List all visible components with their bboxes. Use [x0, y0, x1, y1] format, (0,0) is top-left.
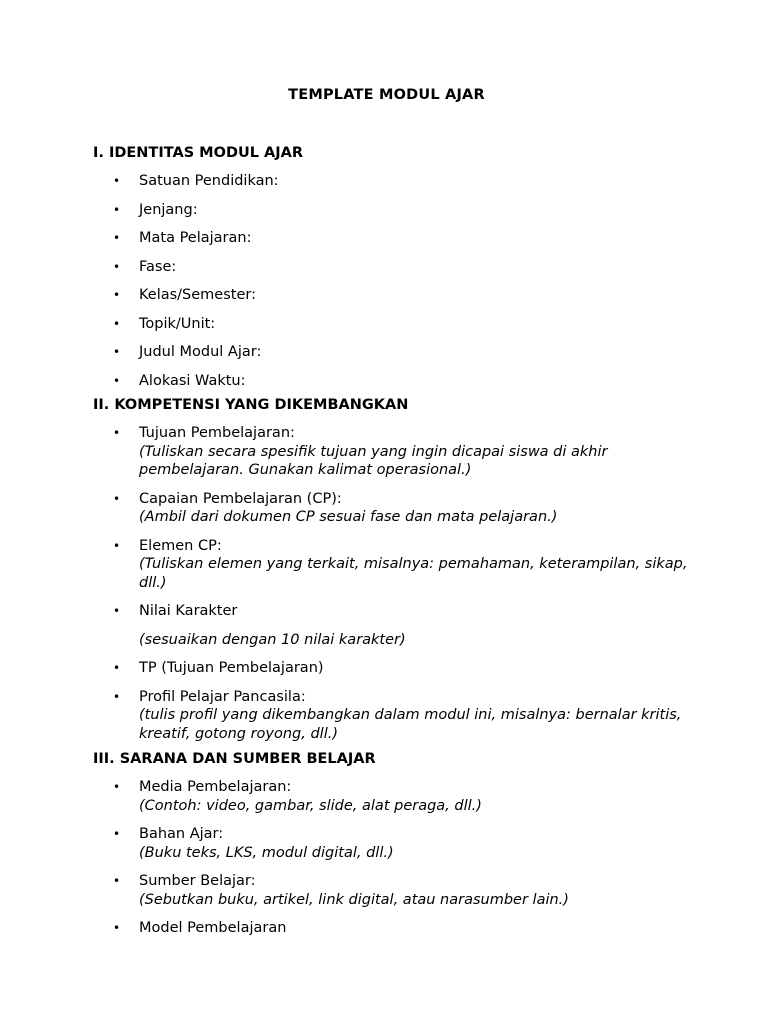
list-item [93, 778, 713, 815]
bullet-icon: • [113, 780, 121, 794]
list-item [93, 229, 713, 248]
list-item [93, 424, 713, 480]
item-note: (Buku teks, LKS, modul digital, dll.) [139, 844, 394, 861]
document-title: TEMPLATE MODUL AJAR [288, 87, 485, 103]
item-label: Model Pembelajaran [139, 920, 287, 936]
list-item [93, 872, 713, 909]
list-item [93, 688, 713, 744]
list-item [93, 172, 713, 191]
list-item [93, 315, 713, 334]
item-note: (sesuaikan dengan 10 nilai karakter) [139, 631, 406, 648]
item-label: Sumber Belajar: [139, 873, 256, 889]
list-item [93, 201, 713, 220]
item-label: Profil Pelajar Pancasila: [139, 688, 306, 705]
item-list [93, 172, 713, 390]
item-list [93, 778, 713, 938]
item-note: (tulis profil yang dikembangkan dalam modul ini, misalnya: bernalar kritis, kreatif, gotong royong, dll.) [139, 707, 682, 742]
section-heading: I. IDENTITAS MODUL AJAR [93, 145, 304, 161]
list-item [93, 602, 713, 649]
item-label: Nilai Karakter [139, 603, 238, 619]
item-label: Tujuan Pembelajaran: [139, 425, 295, 441]
list-item [93, 286, 713, 305]
item-label: Media Pembelajaran: [139, 779, 292, 795]
bullet-icon: • [113, 604, 121, 618]
item-note: (Tuliskan secara spesifik tujuan yang ingin dicapai siswa di akhir pembelajaran. Gunakan kalimat operasional.) [139, 443, 608, 478]
bullet-icon: • [113, 827, 121, 841]
item-label: Kelas/Semester: [139, 287, 256, 303]
item-list [93, 424, 713, 743]
bullet-icon: • [113, 373, 121, 388]
list-item [93, 258, 713, 277]
bullet-icon: • [113, 689, 121, 704]
bullet-icon: • [113, 231, 121, 245]
item-label: Judul Modul Ajar: [139, 344, 262, 360]
item-label: Bahan Ajar: [139, 826, 224, 842]
list-item [93, 659, 713, 678]
list-item [93, 343, 713, 362]
list-item [93, 372, 713, 391]
section-heading: III. SARANA DAN SUMBER BELAJAR [93, 751, 376, 767]
bullet-icon: • [113, 288, 121, 302]
bullet-icon: • [113, 921, 121, 935]
item-label: Fase: [139, 258, 177, 275]
item-label: Capaian Pembelajaran (CP): [139, 490, 342, 507]
item-label: Alokasi Waktu: [139, 372, 246, 389]
section-identitas [93, 144, 713, 390]
section-heading: II. KOMPETENSI YANG DIKEMBANGKAN [93, 397, 409, 413]
list-item [93, 825, 713, 862]
item-note: (Ambil dari dokumen CP sesuai fase dan mata pelajaran.) [139, 509, 558, 525]
bullet-icon: • [113, 259, 121, 274]
bullet-icon: • [113, 202, 121, 217]
bullet-icon: • [113, 661, 121, 675]
item-label: TP (Tujuan Pembelajaran) [139, 660, 324, 676]
bullet-icon: • [113, 316, 121, 331]
list-item [93, 537, 713, 593]
bullet-icon: • [113, 491, 121, 506]
item-label: Elemen CP: [139, 537, 222, 554]
item-note: (Contoh: video, gambar, slide, alat peraga, dll.) [139, 797, 482, 814]
bullet-icon: • [113, 174, 121, 188]
section-kompetensi [93, 396, 713, 743]
list-item [93, 919, 713, 938]
item-note: (Tuliskan elemen yang terkait, misalnya: pemahaman, keterampilan, sikap, dll.) [139, 556, 688, 591]
section-sarana [93, 750, 713, 938]
item-label: Topik/Unit: [139, 315, 216, 332]
item-label: Mata Pelajaran: [139, 230, 252, 246]
bullet-icon: • [113, 874, 121, 888]
bullet-icon: • [113, 345, 121, 359]
bullet-icon: • [113, 426, 121, 440]
bullet-icon: • [113, 538, 121, 553]
item-note: (Sebutkan buku, artikel, link digital, atau narasumber lain.) [139, 891, 569, 908]
list-item [93, 490, 713, 527]
item-label: Jenjang: [139, 201, 198, 218]
item-label: Satuan Pendidikan: [139, 173, 279, 189]
